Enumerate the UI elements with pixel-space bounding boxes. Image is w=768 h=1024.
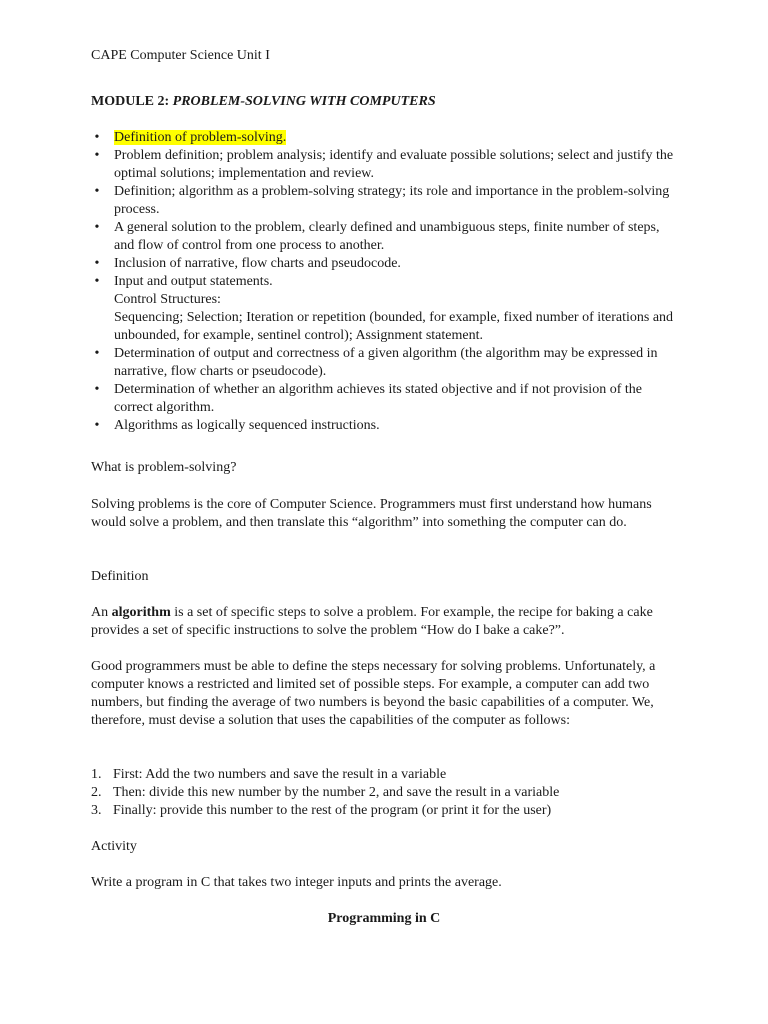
step-item <box>91 766 675 784</box>
bullet-text: A general solution to the problem, clearly defined and unambiguous steps, finite number of steps, and flow of control from one process to another. <box>114 220 660 253</box>
algorithm-definition-paragraph <box>91 604 675 640</box>
activity-text: Write a program in C that takes two integer inputs and prints the average. <box>91 875 502 890</box>
programmers-paragraph: Good programmers must be able to define the steps necessary for solving problems. Unfortunately, a computer knows a restricted and limited set of possible steps. For example, a computer can add two numbers, but finding the average of two numbers is beyond the basic capabilities of a computer. We, therefore, must devise a solution that uses the capabilities of the computer as follows: <box>91 659 656 728</box>
bullet-icon: • <box>94 148 100 163</box>
bullet-icon: • <box>94 256 100 271</box>
bullet-item <box>91 345 675 381</box>
step-text: Then: divide this new number by the number 2, and save the result in a variable <box>113 785 560 800</box>
section-title: Programming in C <box>327 911 441 926</box>
bullet-item <box>91 273 675 345</box>
bullet-icon: • <box>94 418 100 433</box>
step-text: First: Add the two numbers and save the result in a variable <box>113 767 447 782</box>
bullet-item <box>91 417 675 435</box>
bullet-item <box>91 255 675 273</box>
paragraph-rest: is a set of specific steps to solve a problem. For example, the recipe for baking a cake provides a set of specific instructions to solve the problem “How do I bake a cake?”. <box>91 605 653 638</box>
step-text: Finally: provide this number to the rest of the program (or print it for the user) <box>113 803 552 818</box>
bullet-icon: • <box>94 220 100 235</box>
algorithm-term: algorithm <box>111 605 171 620</box>
question-heading: What is problem-solving? <box>91 460 237 475</box>
bullet-icon: • <box>94 346 100 361</box>
bullet-icon: • <box>94 184 100 199</box>
bullet-text: Problem definition; problem analysis; identify and evaluate possible solutions; select and justify the optimal solutions; implementation and review. <box>114 148 674 181</box>
bullet-item <box>91 381 675 417</box>
document-header: CAPE Computer Science Unit I <box>91 48 270 63</box>
bullet-text: Input and output statements. <box>114 274 273 289</box>
module-heading <box>91 93 675 111</box>
bullet-item <box>91 219 675 255</box>
bullet-text: Definition; algorithm as a problem-solving strategy; its role and importance in the problem-solving process. <box>114 184 670 217</box>
step-number: 3. <box>91 803 102 818</box>
step-number: 2. <box>91 785 102 800</box>
paragraph-prefix: An <box>91 605 112 620</box>
syllabus-bullet-list <box>91 129 675 435</box>
bullet-item <box>91 129 675 147</box>
highlighted-text: Definition of problem-solving. <box>114 130 287 145</box>
steps-list <box>91 766 675 820</box>
step-number: 1. <box>91 767 102 782</box>
bullet-item <box>91 147 675 183</box>
bullet-item <box>91 183 675 219</box>
bullet-text: Algorithms as logically sequenced instructions. <box>114 418 380 433</box>
bullet-icon: • <box>94 130 100 145</box>
module-label: MODULE 2: <box>91 94 170 109</box>
bullet-icon: • <box>94 382 100 397</box>
step-item <box>91 802 675 820</box>
bullet-text: Inclusion of narrative, flow charts and pseudocode. <box>114 256 401 271</box>
bullet-icon: • <box>94 274 100 289</box>
definition-heading: Definition <box>91 569 149 584</box>
bullet-subtext: Sequencing; Selection; Iteration or repetition (bounded, for example, fixed number of iterations and unbounded, for example, sentinel control); Assignment statement. <box>114 310 674 343</box>
intro-paragraph: Solving problems is the core of Computer Science. Programmers must first understand how humans would solve a problem, and then translate this “algorithm” into something the computer can do. <box>91 497 652 530</box>
bullet-subtext: Control Structures: <box>114 292 221 307</box>
bullet-text: Determination of output and correctness of a given algorithm (the algorithm may be expressed in narrative, flow charts or pseudocode). <box>114 346 658 379</box>
activity-heading: Activity <box>91 839 137 854</box>
module-title: PROBLEM-SOLVING WITH COMPUTERS <box>172 94 436 109</box>
step-item <box>91 784 675 802</box>
bullet-text: Determination of whether an algorithm achieves its stated objective and if not provision of the correct algorithm. <box>114 382 642 415</box>
